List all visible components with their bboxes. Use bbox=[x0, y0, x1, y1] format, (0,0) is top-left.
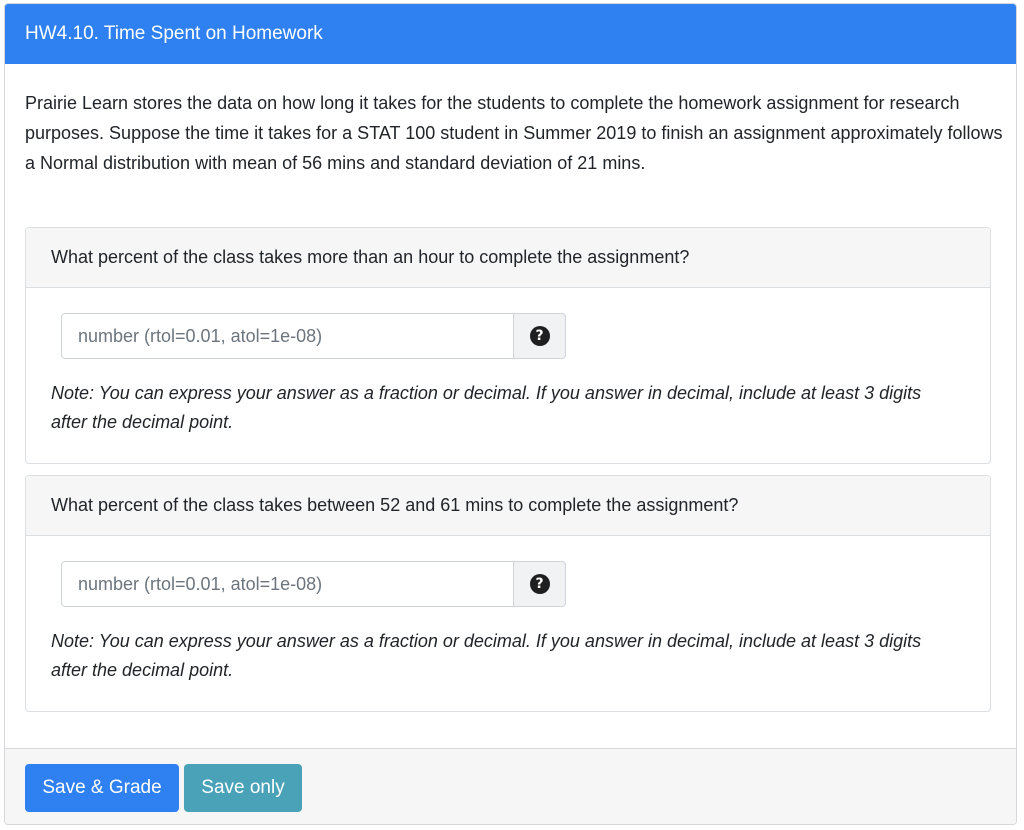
answer-note-2: Note: You can express your answer as a fraction or decimal. If you answer in decimal, include at least 3 digits after the decimal point. bbox=[51, 631, 922, 680]
sub-question-2-body bbox=[26, 536, 990, 711]
save-and-grade-button[interactable]: Save & Grade bbox=[25, 764, 179, 812]
sub-question-1-header bbox=[26, 228, 990, 288]
question-body bbox=[5, 64, 1016, 178]
answer-input-group-2 bbox=[61, 561, 566, 607]
question-circle-icon: ? bbox=[530, 326, 550, 346]
sub-question-2-prompt: What percent of the class takes between 52 and 61 mins to complete the assignment? bbox=[51, 495, 739, 515]
help-button-2[interactable] bbox=[514, 561, 566, 607]
sub-question-2-header bbox=[26, 476, 990, 536]
help-button-1[interactable] bbox=[514, 313, 566, 359]
answer-input-1[interactable] bbox=[61, 313, 514, 359]
answer-input-group-1 bbox=[61, 313, 566, 359]
sub-question-1-prompt: What percent of the class takes more than an hour to complete the assignment? bbox=[51, 247, 690, 267]
question-intro-text: Prairie Learn stores the data on how long it takes for the students to complete the homework assignment for research purposes. Suppose the time it takes for a STAT 100 student in Summer 2019 to finish an assignment approximately follows a Normal distribution with mean of 56 mins and standard deviation of 21 mins. bbox=[25, 93, 1003, 173]
sub-question-2 bbox=[25, 475, 991, 712]
save-only-button[interactable]: Save only bbox=[184, 764, 302, 812]
question-title-bar bbox=[5, 4, 1016, 64]
question-card bbox=[4, 3, 1017, 825]
answer-note-1: Note: You can express your answer as a fraction or decimal. If you answer in decimal, include at least 3 digits after the decimal point. bbox=[51, 383, 922, 432]
question-footer bbox=[5, 748, 1016, 825]
answer-input-2[interactable] bbox=[61, 561, 514, 607]
sub-question-1-body bbox=[26, 288, 990, 463]
question-circle-icon: ? bbox=[530, 574, 550, 594]
sub-question-1 bbox=[25, 227, 991, 464]
question-title: HW4.10. Time Spent on Homework bbox=[25, 23, 323, 44]
